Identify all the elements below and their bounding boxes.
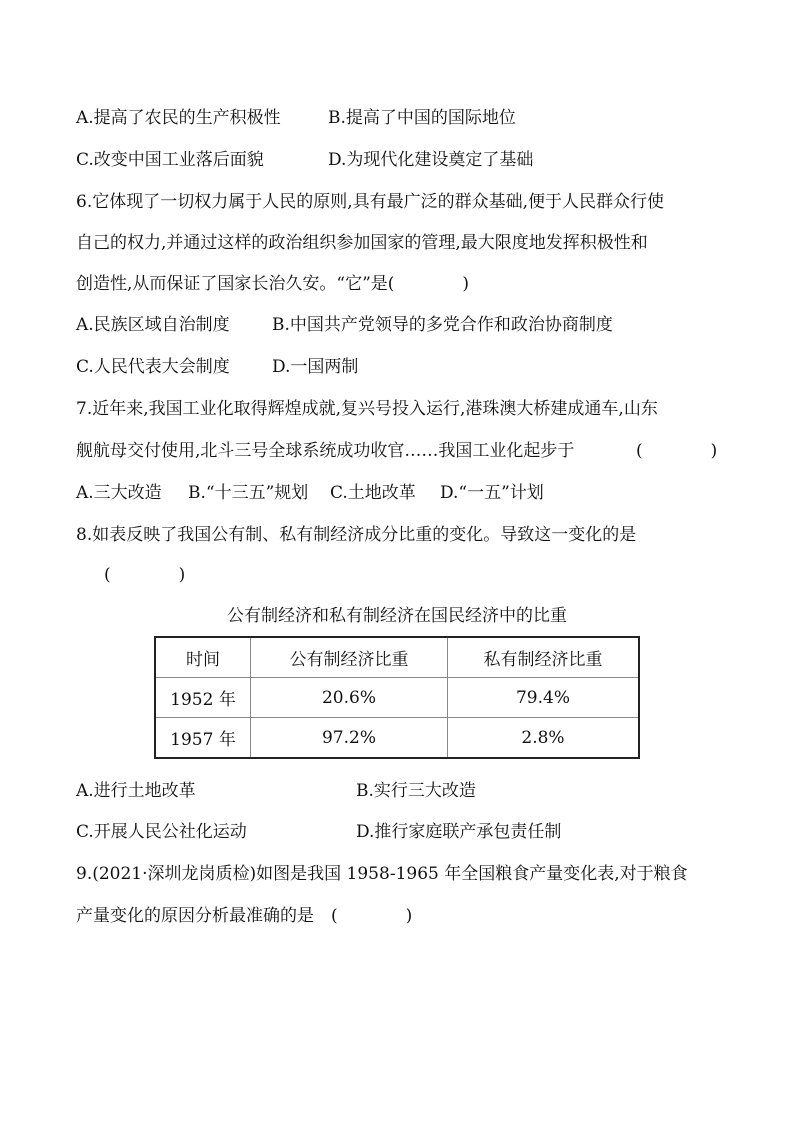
q5-option-d: D.为现代化建设奠定了基础 xyxy=(328,150,534,170)
table-cell: 1957 年 xyxy=(155,718,251,759)
q7-option-b: B.“十三五”规划 xyxy=(188,483,309,503)
q6-option-a: A.民族区域自治制度 xyxy=(76,315,230,335)
q9-stem-line-2: 产量变化的原因分析最准确的是 ( ) xyxy=(76,906,413,926)
q7-answer-paren: ( ) xyxy=(636,441,718,461)
q6-stem-line-1: 6.它体现了一切权力属于人民的原则,具有最广泛的群众基础,便于人民群众行使 xyxy=(76,192,665,212)
q6-option-d: D.一国两制 xyxy=(272,357,359,377)
table-header-cell: 私有制经济比重 xyxy=(448,637,640,678)
table-cell: 1952 年 xyxy=(155,678,251,718)
q6-stem-line-3: 创造性,从而保证了国家长治久安。“它”是( ) xyxy=(76,274,470,294)
q8-option-d: D.推行家庭联产承包责任制 xyxy=(356,822,562,842)
table-row xyxy=(155,678,639,718)
q6-option-c: C.人民代表大会制度 xyxy=(76,357,230,377)
q8-option-b: B.实行三大改造 xyxy=(356,781,476,801)
q7-option-c: C.土地改革 xyxy=(330,483,416,503)
table-cell: 79.4% xyxy=(448,678,640,718)
q8-answer-paren: ( ) xyxy=(104,565,186,585)
table-cell: 20.6% xyxy=(251,678,448,718)
q8-option-a: A.进行土地改革 xyxy=(76,781,196,801)
q5-option-b: B.提高了中国的国际地位 xyxy=(328,108,516,128)
table-cell: 2.8% xyxy=(448,718,640,759)
q7-option-a: A.三大改造 xyxy=(76,483,162,503)
q7-stem-line-1: 7.近年来,我国工业化取得辉煌成就,复兴号投入运行,港珠澳大桥建成通车,山东 xyxy=(76,399,658,419)
q8-stem-line-1: 8.如表反映了我国公有制、私有制经济成分比重的变化。导致这一变化的是 xyxy=(76,525,637,545)
q5-option-a: A.提高了农民的生产积极性 xyxy=(76,108,281,128)
q6-option-b: B.中国共产党领导的多党合作和政治协商制度 xyxy=(272,315,613,335)
q7-stem-line-2: 舰航母交付使用,北斗三号全球系统成功收官……我国工业化起步于 xyxy=(76,441,575,461)
table-caption: 公有制经济和私有制经济在国民经济中的比重 xyxy=(227,606,567,626)
table-header-cell: 时间 xyxy=(155,637,251,678)
q8-option-c: C.开展人民公社化运动 xyxy=(76,822,247,842)
q5-option-c: C.改变中国工业落后面貌 xyxy=(76,150,264,170)
q7-option-d: D.“一五”计划 xyxy=(440,483,544,503)
table-cell: 97.2% xyxy=(251,718,448,759)
q6-stem-line-2: 自己的权力,并通过这样的政治组织参加国家的管理,最大限度地发挥积极性和 xyxy=(76,233,648,253)
table-row xyxy=(155,718,639,759)
table-header-row xyxy=(155,637,639,678)
table-header-cell: 公有制经济比重 xyxy=(251,637,448,678)
q9-stem-line-1: 9.(2021·深圳龙岗质检)如图是我国 1958-1965 年全国粮食产量变化表,对于粮食 xyxy=(76,864,688,884)
ownership-share-table xyxy=(154,636,640,759)
